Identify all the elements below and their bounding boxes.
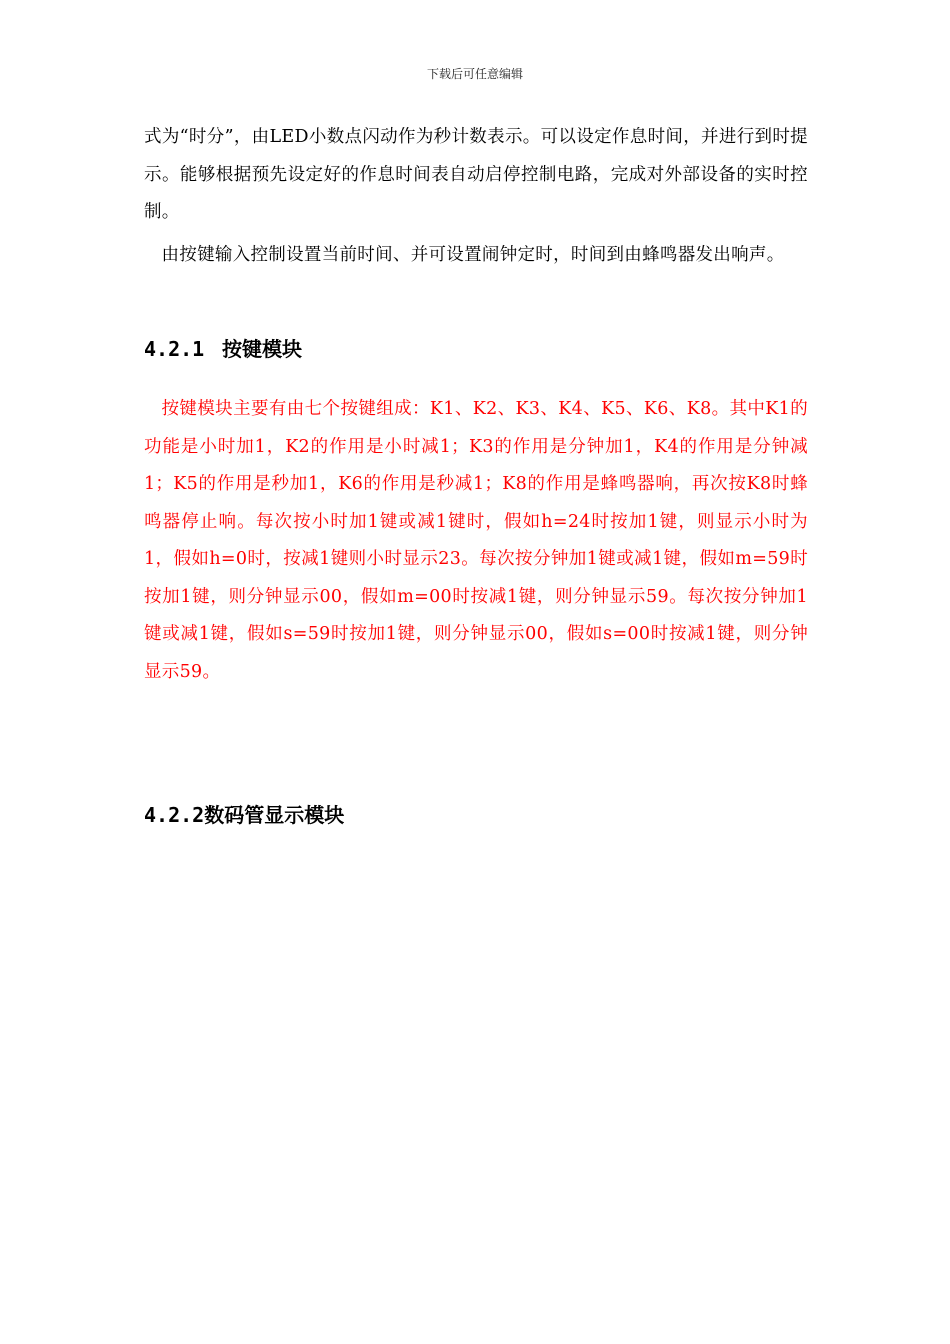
paragraph-text: 式为“时分”，由LED小数点闪动作为秒计数表示。可以设定作息时间，并进行到时提示。能够根据预先设定好的作息时间表自动启停控制电路，完成对外部设备的实时控制。 — [144, 127, 808, 222]
section-body-4-2-1 — [144, 391, 808, 691]
paragraph-text: 按键模块主要有由七个按键组成：K1、K2、K3、K4、K5、K6、K8。其中K1的功能是小时加1，K2的作用是小时减1；K3的作用是分钟加1，K4的作用是分钟减1；K5的作用是秒加1，K6的作用是秒减1；K8的作用是蜂鸣器响，再次按K8时蜂鸣器停止响。每次按小时加1键或减1键时，假如h=24时按加1键，则显示小时为1，假如h=0时，按减1键则小时显示23。每次按分钟加1键或减1键，假如m=59时按加1键，则分钟显示00，假如m=00时按减1键，则分钟显示59。每次按分钟加1键或减1键，假如s=59时按加1键，则分钟显示00，假如s=00时按减1键，则分钟显示59。 — [144, 399, 808, 682]
section-title: 按键模块 — [222, 337, 302, 361]
section-number: 4.2.1 — [144, 337, 205, 361]
body-paragraph-1 — [144, 119, 808, 232]
page-header: 下载后可任意编辑 — [426, 67, 523, 81]
body-paragraph-2 — [144, 237, 808, 275]
paragraph-text: 由按键输入控制设置当前时间、并可设置闹钟定时，时间到由蜂鸣器发出响声。 — [161, 245, 785, 265]
section-number: 4.2.2 — [144, 803, 205, 827]
section-heading-4-2-1 — [144, 335, 302, 363]
section-title: 数码管显示模块 — [204, 803, 345, 827]
section-heading-4-2-2 — [144, 801, 344, 829]
